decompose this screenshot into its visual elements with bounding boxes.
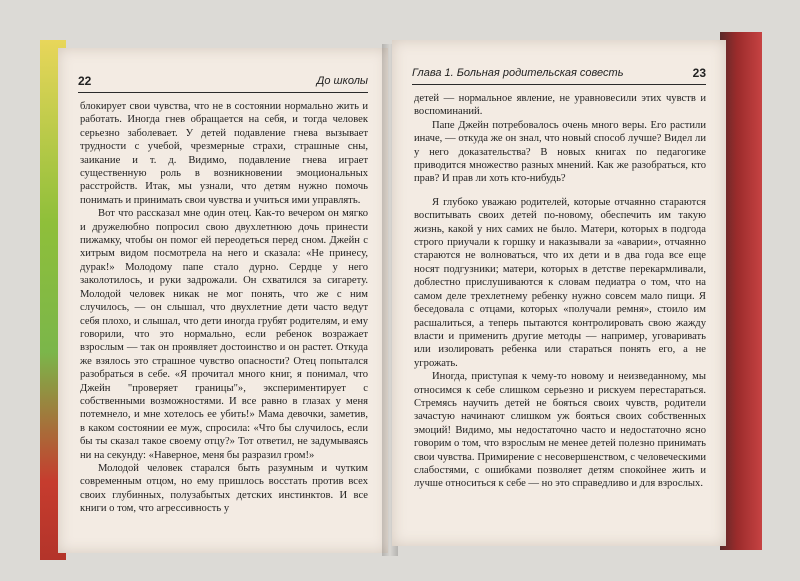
paragraph: детей — нормальное явление, не уравновесили этих чувств и воспоминаний. <box>414 93 706 118</box>
paragraph: Иногда, приступая к чему-то новому и неизведанному, мы относимся к себе слишком серьезно и рискуем перестараться. Стремясь научить детей не бояться своих чувств, родители зачастую начинают слишком уж бояться своих собственных эмоций! Видимо, мы недостаточно часто и недостаточно ясно говорим о том, что взрослым не менее детей полезно принимать свои чувства. Примирение с несовершенством, с человеческими слабостями, с ошибками позволяет детям спокойнее жить и лучше относиться к себе — но это справедливо и для взрослых. <box>414 371 706 490</box>
right-page-body <box>414 92 706 491</box>
paragraph: Вот что рассказал мне один отец. Как-то вечером он мягко и дружелюбно попросил свою двухлетнюю дочь принести пижамку, чтобы он помог ей переодеться перед сном. Джейн с хитрым видом посмотрела на него и сказала: «Не принесу, дурак!» Молодому папе стало дурно. Сердце у него заколотилось, и руки задрожали. Он схватился за сигарету. Молодой человек никак не мог понять, что же с ним случилось, — он слышал, что двухлетние дети часто ведут себя плохо, и слышал, что дети иногда грубят родителям, и ему говорили, что это нормально, если ребенок возражает взрослым — так он проявляет достоинство и он растет. Откуда же взялось это страшное чувство опасности? Отец попытался разобраться в себе. «Я прочитал много книг, я понимал, что Джейн "проверяет границы"», экспериментирует с собственными возможностями. И все равно в глазах у меня потемнело, и мне хотелось ее убить!» Мама девочки, заметив, в каком состоянии ее муж, спросила: «Что бы случилось, если бы ты сказал такое своему отцу?» Тот ответил, не задумываясь ни на секунду: «Наверное, меня бы разразил гром!» <box>80 208 368 461</box>
left-page-header <box>78 74 368 93</box>
left-page <box>58 48 388 553</box>
book-cover-edge-right <box>720 32 762 550</box>
paragraph: Я глубоко уважаю родителей, которые отчаянно стараются воспитывать своих детей по-новому, обеспечить им такую жизнь, какой у них самих не было. Матери, которых в подгода строго приучали к горшку и наказывали за «аварии», отчаянно стараются не волноваться, что их дети и в два года все еще носят подгузники; матери, которых в детстве перекармливали, доблестно прислушиваются к словам педиатра о том, что на самом деле трехлетнему ребенку нужно совсем мало пищи. Я беседовала с отцами, которых «получали ремня», стоило им расшалиться, а теперь пытаются контролировать свою жажду власти и применить другие методы — например, уговаривать или изолировать ребенка или стараться понять его, а не угрожать. <box>414 196 706 369</box>
running-head: До школы <box>316 75 368 87</box>
paragraph: Молодой человек старался быть разумным и чутким современным отцом, но ему пришлось восстать против всех своих глубинных, полузабытых детских инстинктов. И все книги о том, что агрессивность у <box>80 462 368 515</box>
paragraph: блокирует свои чувства, что не в состоянии нормально жить и работать. Иногда гнев обращается на себя, и тогда человек серьезно заболевает. У детей подавление гнева вызывает трудности с учебой, чрезмерные страхи, страшные сны, заикание и т. д. Видимо, подавление гнева играет существенную роль в возникновении эмоциональных расстройств. Итак, мы узнали, что детям нужно помочь понимать и принимать свои чувства и учиться ими управлять. <box>80 101 368 206</box>
page-number: 22 <box>78 74 92 88</box>
paragraph: Папе Джейн потребовалось очень много веры. Его растили иначе, — откуда же он знал, что новый способ лучше? Видел ли у него доказательства? В новых книгах по педагогике приводится множество разных мнений. Как же разобраться, кто прав? И прав ли хоть кто-нибудь? <box>414 119 706 185</box>
left-page-body <box>80 100 368 516</box>
right-page <box>392 40 726 546</box>
right-page-header <box>412 66 706 85</box>
running-head: Глава 1. Больная родительская совесть <box>412 67 624 79</box>
page-number: 23 <box>692 66 706 80</box>
